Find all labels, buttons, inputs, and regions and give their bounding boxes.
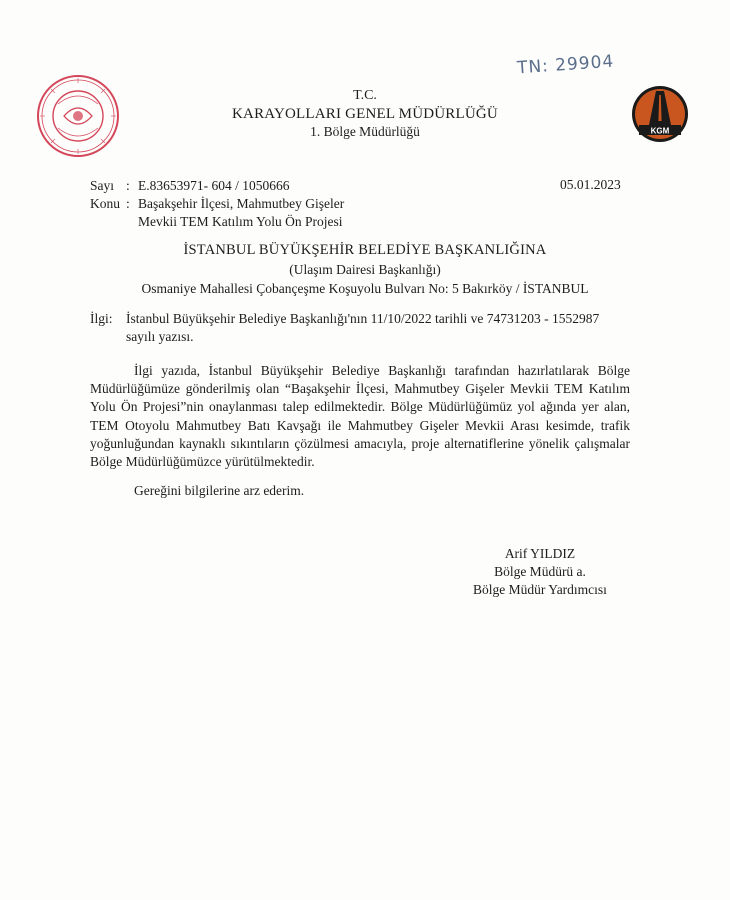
- addressee-address: Osmaniye Mahallesi Çobançeşme Koşuyolu Bulvarı No: 5 Bakırköy / İSTANBUL: [141, 281, 589, 296]
- signatory-title-2: Bölge Müdür Yardımcısı: [473, 582, 607, 597]
- signatory-title-1: Bölge Müdürü a.: [494, 564, 586, 579]
- konu-value: Başakşehir İlçesi, Mahmutbey Gişeler: [138, 196, 345, 211]
- letter-date: 05.01.2023: [560, 177, 621, 192]
- letter-header: [0, 87, 730, 141]
- signature-block: [470, 545, 610, 599]
- addressee-department: (Ulaşım Dairesi Başkanlığı): [289, 262, 441, 277]
- konu-value-continued: Mevkii TEM Katılım Yolu Ön Projesi: [138, 214, 343, 229]
- kgm-logo-text: KGM: [650, 126, 670, 136]
- addressee-name: İSTANBUL BÜYÜKŞEHİR BELEDİYE BAŞKANLIĞINA: [183, 242, 547, 258]
- header-tc: T.C.: [353, 88, 377, 103]
- sayi-value: E.83653971- 604 / 1050666: [138, 178, 290, 193]
- addressee-block: [0, 241, 730, 298]
- header-organization: KARAYOLLARI GENEL MÜDÜRLÜĞÜ: [232, 106, 498, 122]
- handwritten-note: TN: 29904: [516, 51, 615, 79]
- konu-label: Konu: [90, 196, 120, 211]
- header-unit: 1. Bölge Müdürlüğü: [310, 124, 420, 139]
- letter-meta: Sayı : E.83653971- 604 / 1050666 Konu : Başakşehir İlçesi, Mahmutbey Gişeler Mevkii TEM Katılım Yolu Ön Projesi: [90, 178, 345, 229]
- reference-block: [90, 310, 630, 346]
- reference-label: İlgi:: [90, 311, 113, 326]
- letter-body: İlgi yazıda, İstanbul Büyükşehir Belediye Başkanlığı tarafından hazırlatılarak Bölge Müdürlüğümüze gönderilmiş olan “Başakşehir İlçesi, Mahmutbey Gişeler Mevkii TEM Katılım Yolu Ön Projesi”nin onaylanması talep edilmektedir. Bölge Müdürlüğümüz yol ağında yer alan, TEM Otoyolu Mahmutbey Batı Kavşağı ile Mahmutbey Gişeler Mevkii Arası kesimde, trafik yoğunluğundan kaynaklı sıkıntıların çözülmesi amacıyla, proje alternatiflerine yönelik çalışmalar Bölge Müdürlüğümüzce yürütülmektedir.: [90, 363, 630, 470]
- signatory-name: Arif YILDIZ: [504, 546, 576, 561]
- reference-text: İstanbul Büyükşehir Belediye Başkanlığı'nın 11/10/2022 tarihli ve 74731203 - 1552987 sayılı yazısı.: [126, 311, 600, 344]
- sayi-label: Sayı: [90, 178, 115, 193]
- letter-closing: Gereğini bilgilerine arz ederim.: [134, 483, 305, 498]
